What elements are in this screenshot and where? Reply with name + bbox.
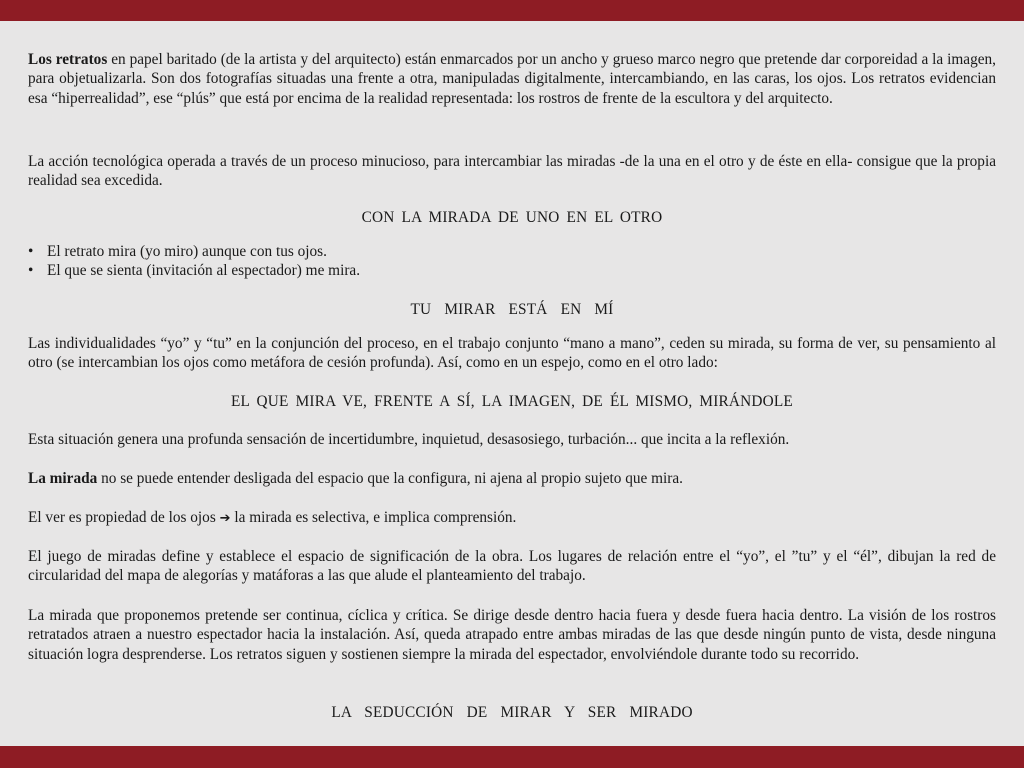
heading-tu-mirar: TU MIRAR ESTÁ EN MÍ <box>410 301 614 318</box>
heading-la-seduccion: LA SEDUCCIÓN DE MIRAR Y SER MIRADO <box>331 704 693 721</box>
paragraph-el-ver-after: la mirada es selectiva, e implica comprensión. <box>230 509 517 526</box>
list-item <box>28 242 996 261</box>
paragraph-accion-tecnologica: La acción tecnológica operada a través de un proceso minucioso, para intercambiar las miradas -de la una en el otro y de éste en ella- consigue que la propia realidad sea excedida. <box>28 153 996 190</box>
paragraph-la-mirada <box>28 469 996 488</box>
paragraph-individualidades: Las individualidades “yo” y “tu” en la conjunción del proceso, en el trabajo conjunto “mano a mano”, ceden su mirada, su forma de ver, su pensamiento al otro (se intercambian los ojos como metáfora de cesión profunda). Así, como en un espejo, como en el otro lado: <box>28 335 996 372</box>
list-item-text: El que se sienta (invitación al espectador) me mira. <box>47 262 361 280</box>
right-arrow-icon: ➔ <box>219 511 231 526</box>
paragraph-retratos-text: en papel baritado (de la artista y del arquitecto) están enmarcados por un ancho y grueso marco negro que pretende dar corporeidad a la imagen, para objetualizarla. Son dos fotografías situadas una frente a otra, manipuladas digitalmente, intercambiando, en las caras, los ojos. Los retratos evidencian esa “hiperrealidad”, ese “plús” que está por encima de la realidad representada: los rostros de frente de la escultora y del arquitecto. <box>28 51 996 107</box>
list-item-text: El retrato mira (yo miro) aunque con tus ojos. <box>47 243 327 260</box>
bullet-list <box>28 242 996 281</box>
list-item <box>28 261 996 280</box>
paragraph-el-ver-before: El ver es propiedad de los ojos <box>28 509 220 526</box>
heading-con-la-mirada: CON LA MIRADA DE UNO EN EL OTRO <box>361 209 663 226</box>
bottom-red-band <box>0 746 1024 768</box>
bullet-marker: • <box>28 262 34 280</box>
top-red-band <box>0 0 1024 21</box>
paragraph-el-ver <box>28 508 996 528</box>
heading-el-que-mira: EL QUE MIRA VE, FRENTE A SÍ, LA IMAGEN, DE ÉL MISMO, MIRÁNDOLE <box>231 393 793 410</box>
bold-lead-retratos: Los retratos <box>28 51 108 68</box>
paragraph-mirada-continua: La mirada que proponemos pretende ser continua, cíclica y crítica. Se dirige desde dentro hacia fuera y desde fuera hacia dentro. La visión de los rostros retratados atraen a nuestro espectador hacia la instalación. Así, queda atrapado entre ambas miradas de las que desde ningún punto de vista, desde ninguna situación logra desprenderse. Los retratos siguen y sostienen siempre la mirada del espectador, envolviéndole durante todo su recorrido. <box>28 607 996 663</box>
paragraph-la-mirada-text: no se puede entender desligada del espacio que la configura, ni ajena al propio sujeto que mira. <box>97 470 684 487</box>
bold-lead-la-mirada: La mirada <box>28 470 98 487</box>
paragraph-retratos <box>28 50 996 108</box>
bullet-marker: • <box>28 243 34 260</box>
paragraph-situacion: Esta situación genera una profunda sensación de incertidumbre, inquietud, desasosiego, turbación... que incita a la reflexión. <box>28 431 790 448</box>
paragraph-juego-de-miradas: El juego de miradas define y establece el espacio de significación de la obra. Los lugares de relación entre el “yo”, el ”tu” y el “él”, dibujan la red de circularidad del mapa de alegorías y matáforas a las que alude el planteamiento del trabajo. <box>28 548 996 585</box>
